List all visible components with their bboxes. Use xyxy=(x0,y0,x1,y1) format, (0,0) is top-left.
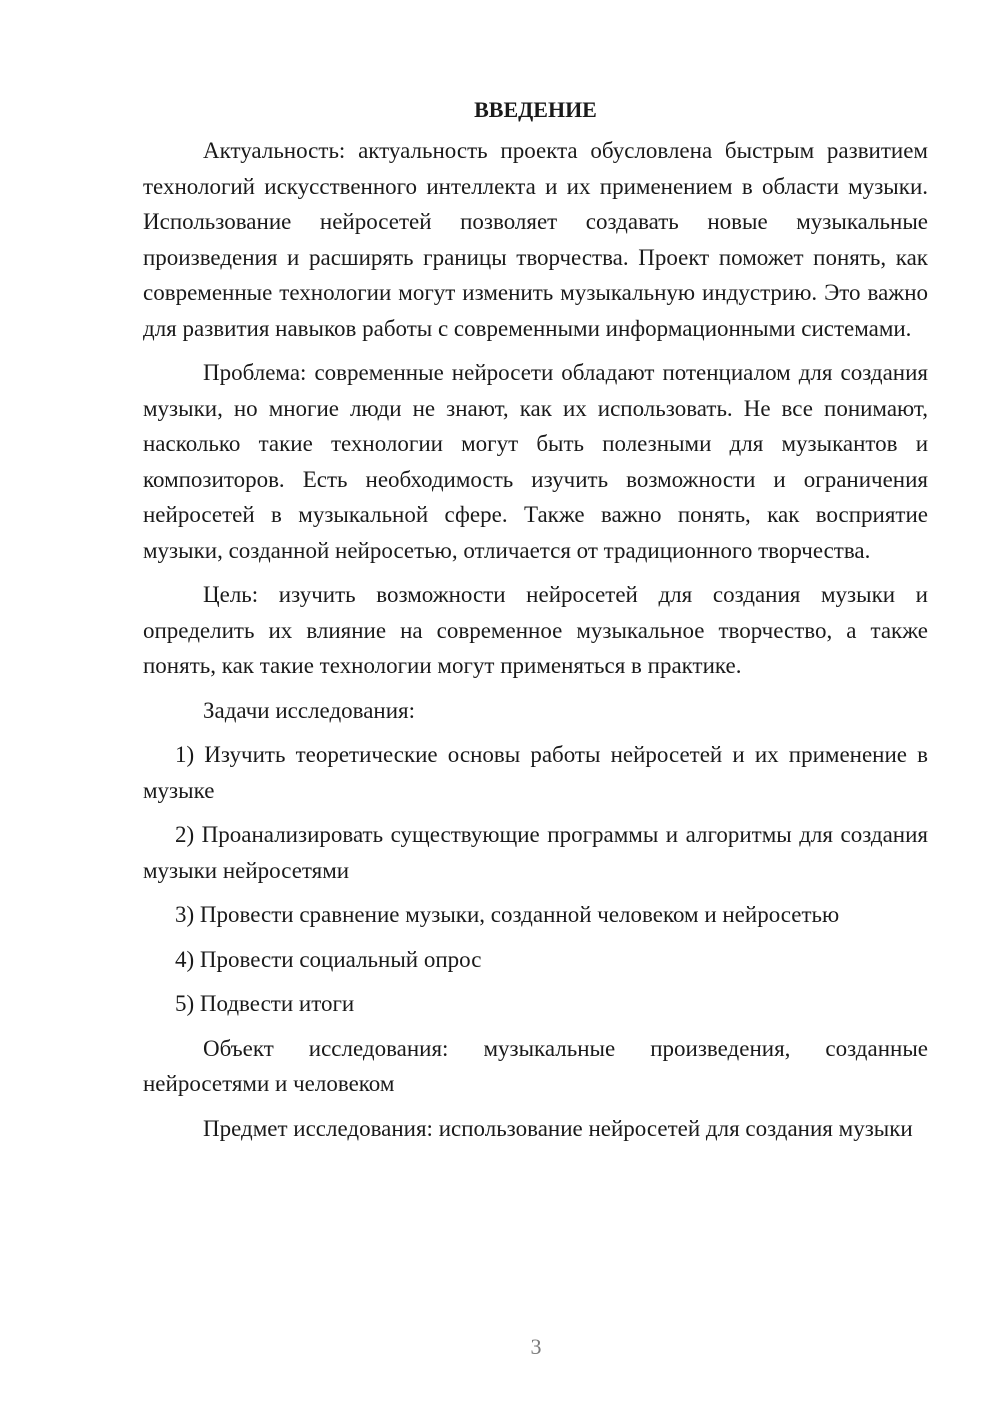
document-page xyxy=(143,92,928,1155)
problem-paragraph: Проблема: современные нейросети обладают потенциалом для создания музыки, но многие люди не знают, как их использовать. Не все понимают, насколько такие технологии могут быть полезными для музыкантов и композиторов. Есть необходимость изучить возможности и ограничения нейросетей в музыкальной сфере. Также важно понять, как восприятие музыки, созданной нейросетью, отличается от традиционного творчества. xyxy=(143,360,928,563)
tasks-heading: Задачи исследования: xyxy=(203,697,416,723)
task-item-2: 2) Проанализировать существующие программы и алгоритмы для создания музыки нейросетями xyxy=(143,822,928,883)
research-subject-paragraph: Предмет исследования: использование нейросетей для создания музыки xyxy=(203,1115,913,1141)
page-title: ВВЕДЕНИЕ xyxy=(474,97,597,122)
research-object-paragraph: Объект исследования: музыкальные произведения, созданные нейросетями и человеком xyxy=(143,1035,928,1096)
goal-paragraph: Цель: изучить возможности нейросетей для создания музыки и определить их влияние на современное музыкальное творчество, а также понять, как такие технологии могут применяться в практике. xyxy=(143,582,928,678)
task-item-1: 1) Изучить теоретические основы работы нейросетей и их применение в музыке xyxy=(143,742,928,803)
task-item-5: 5) Подвести итоги xyxy=(175,991,355,1016)
relevance-paragraph: Актуальность: актуальность проекта обусловлена быстрым развитием технологий искусственного интеллекта и их применением в области музыки. Использование нейросетей позволяет создавать новые музыкальные произведения и расширять границы творчества. Проект поможет понять, как современные технологии могут изменить музыкальную индустрию. Это важно для развития навыков работы с современными информационными системами. xyxy=(143,138,928,341)
task-item-3: 3) Провести сравнение музыки, созданной человеком и нейросетью xyxy=(175,902,840,927)
task-item-4: 4) Провести социальный опрос xyxy=(175,946,482,972)
page-number: 3 xyxy=(530,1334,542,1359)
